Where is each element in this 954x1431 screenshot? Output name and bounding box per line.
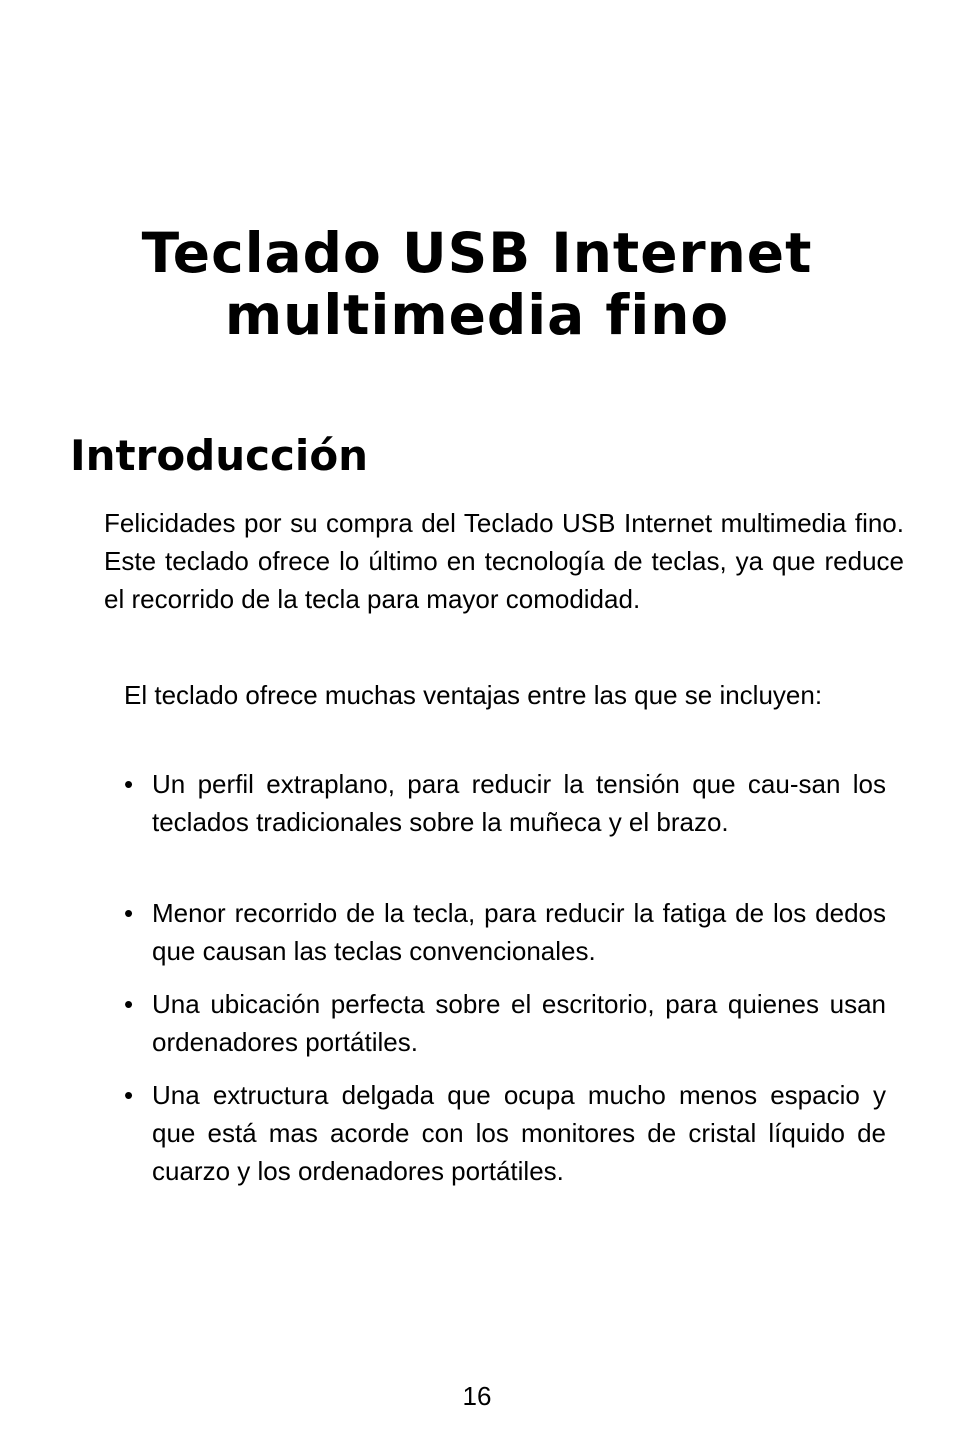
intro-paragraph: Felicidades por su compra del Teclado USB Internet multimedia fino. Este teclado ofrece lo último en tecnología de teclas, ya que reduce el recorrido de la tecla para mayor comodidad. (104, 508, 904, 614)
page-title (60, 222, 894, 346)
page-title-line-2: multimedia fino (224, 283, 730, 347)
bullet-marker: • (124, 989, 134, 1019)
page-title-line-1: Teclado USB Internet (141, 221, 813, 285)
section-heading: Introducción (70, 431, 369, 480)
bullet-text: Una ubicación perfecta sobre el escritorio, para quienes usan ordenadores portátiles. (152, 989, 886, 1057)
bullet-text: Menor recorrido de la tecla, para reducir la fatiga de los dedos que causan las teclas convencionales. (152, 898, 886, 966)
bullet-marker: • (124, 769, 134, 799)
bullet-text: Una extructura delgada que ocupa mucho menos espacio y que está mas acorde con los monitores de cristal líquido de cuarzo y los ordenadores portátiles. (152, 1080, 886, 1186)
advantages-lead: El teclado ofrece muchas ventajas entre las que se incluyen: (124, 680, 823, 710)
page-number: 16 (462, 1381, 492, 1411)
bullet-item (124, 985, 886, 1061)
bullet-marker: • (124, 898, 134, 928)
bullet-item (124, 894, 886, 970)
bullet-item (124, 765, 886, 841)
bullet-text: Un perfil extraplano, para reducir la tensión que cau-san los teclados tradicionales sobre la muñeca y el brazo. (152, 769, 886, 837)
bullet-marker: • (124, 1080, 134, 1110)
bullet-item (124, 1076, 886, 1190)
